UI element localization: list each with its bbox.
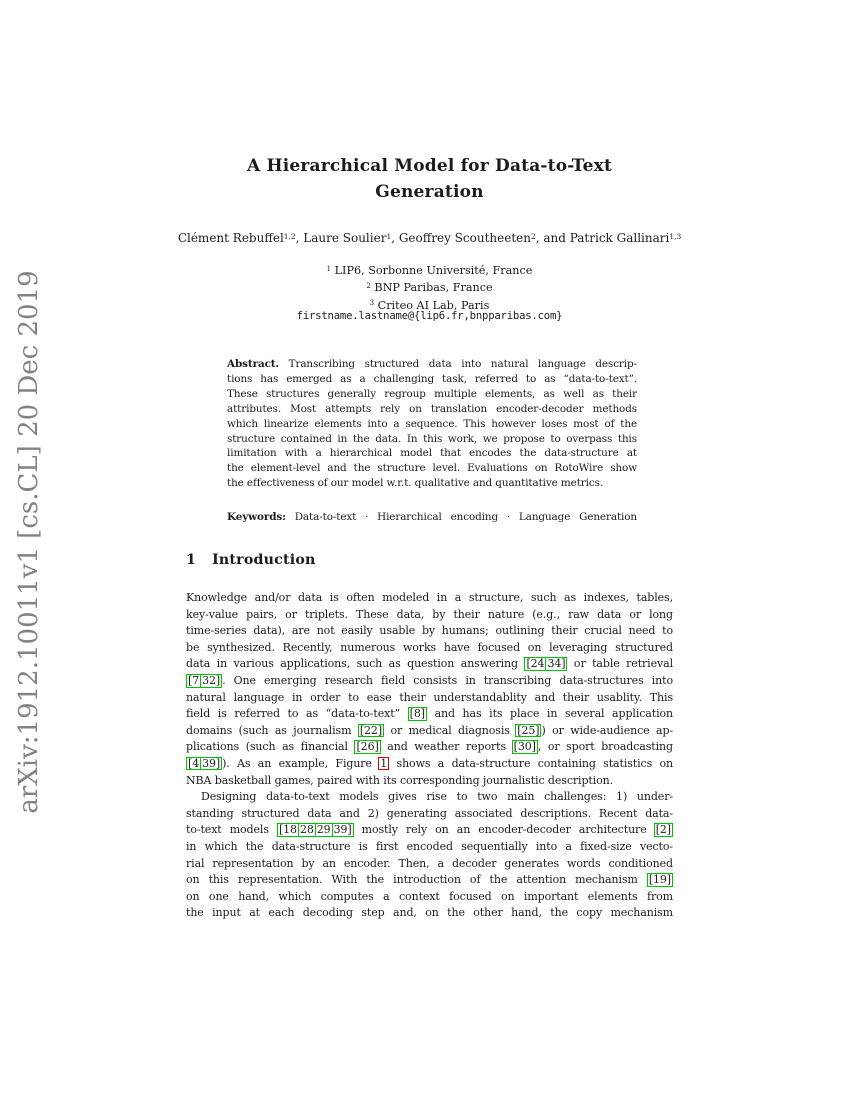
paper-content bbox=[177, 0, 682, 1100]
text-line: [7 32] . One emerging research field consists in transcribing data-structures into bbox=[188, 673, 673, 687]
superscript: 1,2 bbox=[283, 231, 296, 241]
citation-link[interactable]: [2] bbox=[655, 823, 671, 837]
affiliations-block bbox=[186, 263, 673, 315]
citation-link[interactable]: 29 bbox=[316, 823, 331, 837]
abstract-block bbox=[227, 357, 637, 491]
text-line: on one hand, which computes a context focused on important elements from bbox=[186, 889, 673, 903]
paper-title bbox=[130, 153, 730, 205]
superscript: 2 bbox=[531, 231, 536, 241]
superscript: 2 bbox=[366, 282, 371, 291]
arxiv-watermark: arXiv:1912.10011v1 [cs.CL] 20 Dec 2019 bbox=[14, 270, 44, 814]
citation-link[interactable]: 39] bbox=[202, 756, 221, 770]
citation-link[interactable]: [18 bbox=[278, 823, 297, 837]
bold-label: Abstract. bbox=[227, 358, 280, 370]
text-line: key-value pairs, or triplets. These data, by their nature (e.g., raw data or long bbox=[186, 607, 673, 621]
text-line: on this representation. With the introduction of the attention mechanism [19] bbox=[186, 873, 671, 887]
citation-link[interactable]: [8] bbox=[409, 707, 425, 721]
section-title: Introduction bbox=[212, 552, 316, 568]
citation-link[interactable]: [4 bbox=[188, 756, 200, 770]
email-line: firstname.lastname@{lip6.fr,bnpparibas.com} bbox=[296, 310, 563, 322]
citation-link[interactable]: [24 bbox=[526, 657, 545, 671]
text-line: structure contained in the data. In this work, we propose to overpass this bbox=[227, 432, 637, 445]
text-line: Knowledge and/or data is often modeled in a structure, such as indexes, tables, bbox=[186, 591, 673, 604]
text-line: attributes. Most attempts rely on translation encoder-decoder methods bbox=[227, 402, 637, 415]
text-line: field is referred to as “data-to-text” [8] and has its place in several application bbox=[186, 707, 673, 721]
keywords-line bbox=[227, 511, 637, 523]
text-line: plications (such as financial [26] and weather reports [30] , or sport broadcasting bbox=[186, 740, 673, 754]
section-number: 1 bbox=[186, 552, 197, 568]
citation-link[interactable]: 32] bbox=[202, 673, 221, 687]
text-line: data in various applications, such as question answering [24 34] or table retrieval bbox=[186, 657, 673, 671]
text-line: Abstract. Transcribing structured data into natural language descrip- bbox=[227, 358, 637, 370]
text-line: tions has emerged as a challenging task, referred to as “data-to-text”. bbox=[227, 372, 637, 385]
text-line: limitation with a hierarchical model that encodes the data-structure at bbox=[227, 447, 637, 460]
text-line: in which the data-structure is first encoded sequentially into a fixed-size vecto- bbox=[186, 839, 673, 853]
section-heading bbox=[186, 552, 316, 568]
superscript: 1,3 bbox=[669, 231, 682, 241]
text-line: which linearize elements into a sequence. This however loses most of the bbox=[227, 417, 637, 430]
text-line: natural language in order to ease their understandablity and their usablity. This bbox=[186, 690, 673, 704]
citation-link[interactable]: [7 bbox=[188, 673, 200, 687]
text-line: NBA basketball games, paired with its corresponding journalistic description. bbox=[186, 773, 614, 787]
text-line: $^3$ Criteo AI Lab, Paris bbox=[369, 298, 490, 312]
text-line: the effectiveness of our model w.r.t. qualitative and quantitative metrics. bbox=[227, 477, 604, 490]
text-line: Keywords: Data-to-text · Hierarchical encoding · Language Generation bbox=[227, 511, 637, 523]
text-line: [4 39] ). As an example, Figure 1 shows a data-structure containing statistics on bbox=[188, 756, 673, 770]
text-line: These structures generally regroup multiple elements, as well as their bbox=[227, 387, 637, 400]
text-line: the element-level and the structure level. Evaluations on RotoWire show bbox=[227, 462, 637, 475]
figure-reference-link[interactable]: 1 bbox=[380, 756, 388, 770]
citation-link[interactable]: [30] bbox=[513, 740, 536, 754]
authors-line: Clément Rebuffel$^{1,2}$, Laure Soulier$^1$, Geoffrey Scoutheeten$^2$, and Patrick Gallinari$^{1,3}$ bbox=[177, 231, 682, 245]
text-line: rial representation by an encoder. Then, a decoder generates words conditioned bbox=[186, 856, 673, 870]
text-line: time-series data), are not easily usable by humans; outlining their crucial need to bbox=[186, 624, 673, 638]
body-text bbox=[186, 590, 673, 922]
text-line: $^2$ BNP Paribas, France bbox=[366, 281, 493, 295]
citation-link[interactable]: [26] bbox=[356, 740, 379, 754]
paper-title-line-1: A Hierarchical Model for Data-to-Text bbox=[246, 156, 613, 176]
text-line: $^1$ LIP6, Sorbonne Université, France bbox=[326, 264, 533, 277]
superscript: 1 bbox=[326, 264, 332, 273]
text-line: Designing data-to-text models gives rise to two main challenges: 1) under- bbox=[201, 790, 673, 804]
citation-link[interactable]: [22] bbox=[359, 723, 383, 737]
citation-link[interactable]: [25] bbox=[517, 723, 540, 737]
text-line: be synthesized. Recently, numerous works have focused on leveraging structured bbox=[186, 640, 673, 654]
superscript: 1 bbox=[386, 231, 392, 241]
citation-link[interactable]: 39] bbox=[333, 823, 352, 837]
bold-label: Keywords: bbox=[227, 511, 286, 523]
citation-link[interactable]: 28 bbox=[299, 823, 314, 837]
text-line: the input at each decoding step and, on the other hand, the copy mechanism bbox=[186, 906, 673, 920]
superscript: 3 bbox=[369, 299, 375, 308]
text-line: domains (such as journalism [22] or medical diagnosis [25] ) or wide-audience ap- bbox=[186, 723, 673, 737]
citation-link[interactable]: [19] bbox=[648, 873, 671, 887]
text-line: to-text models [18 28 29 39] mostly rely on an encoder-decoder architecture [2] bbox=[186, 823, 671, 837]
paper-title-line-2: Generation bbox=[375, 182, 484, 202]
citation-link[interactable]: 34] bbox=[547, 657, 566, 671]
text-line: standing structured data and 2) generating associated descriptions. Recent data- bbox=[186, 806, 673, 820]
